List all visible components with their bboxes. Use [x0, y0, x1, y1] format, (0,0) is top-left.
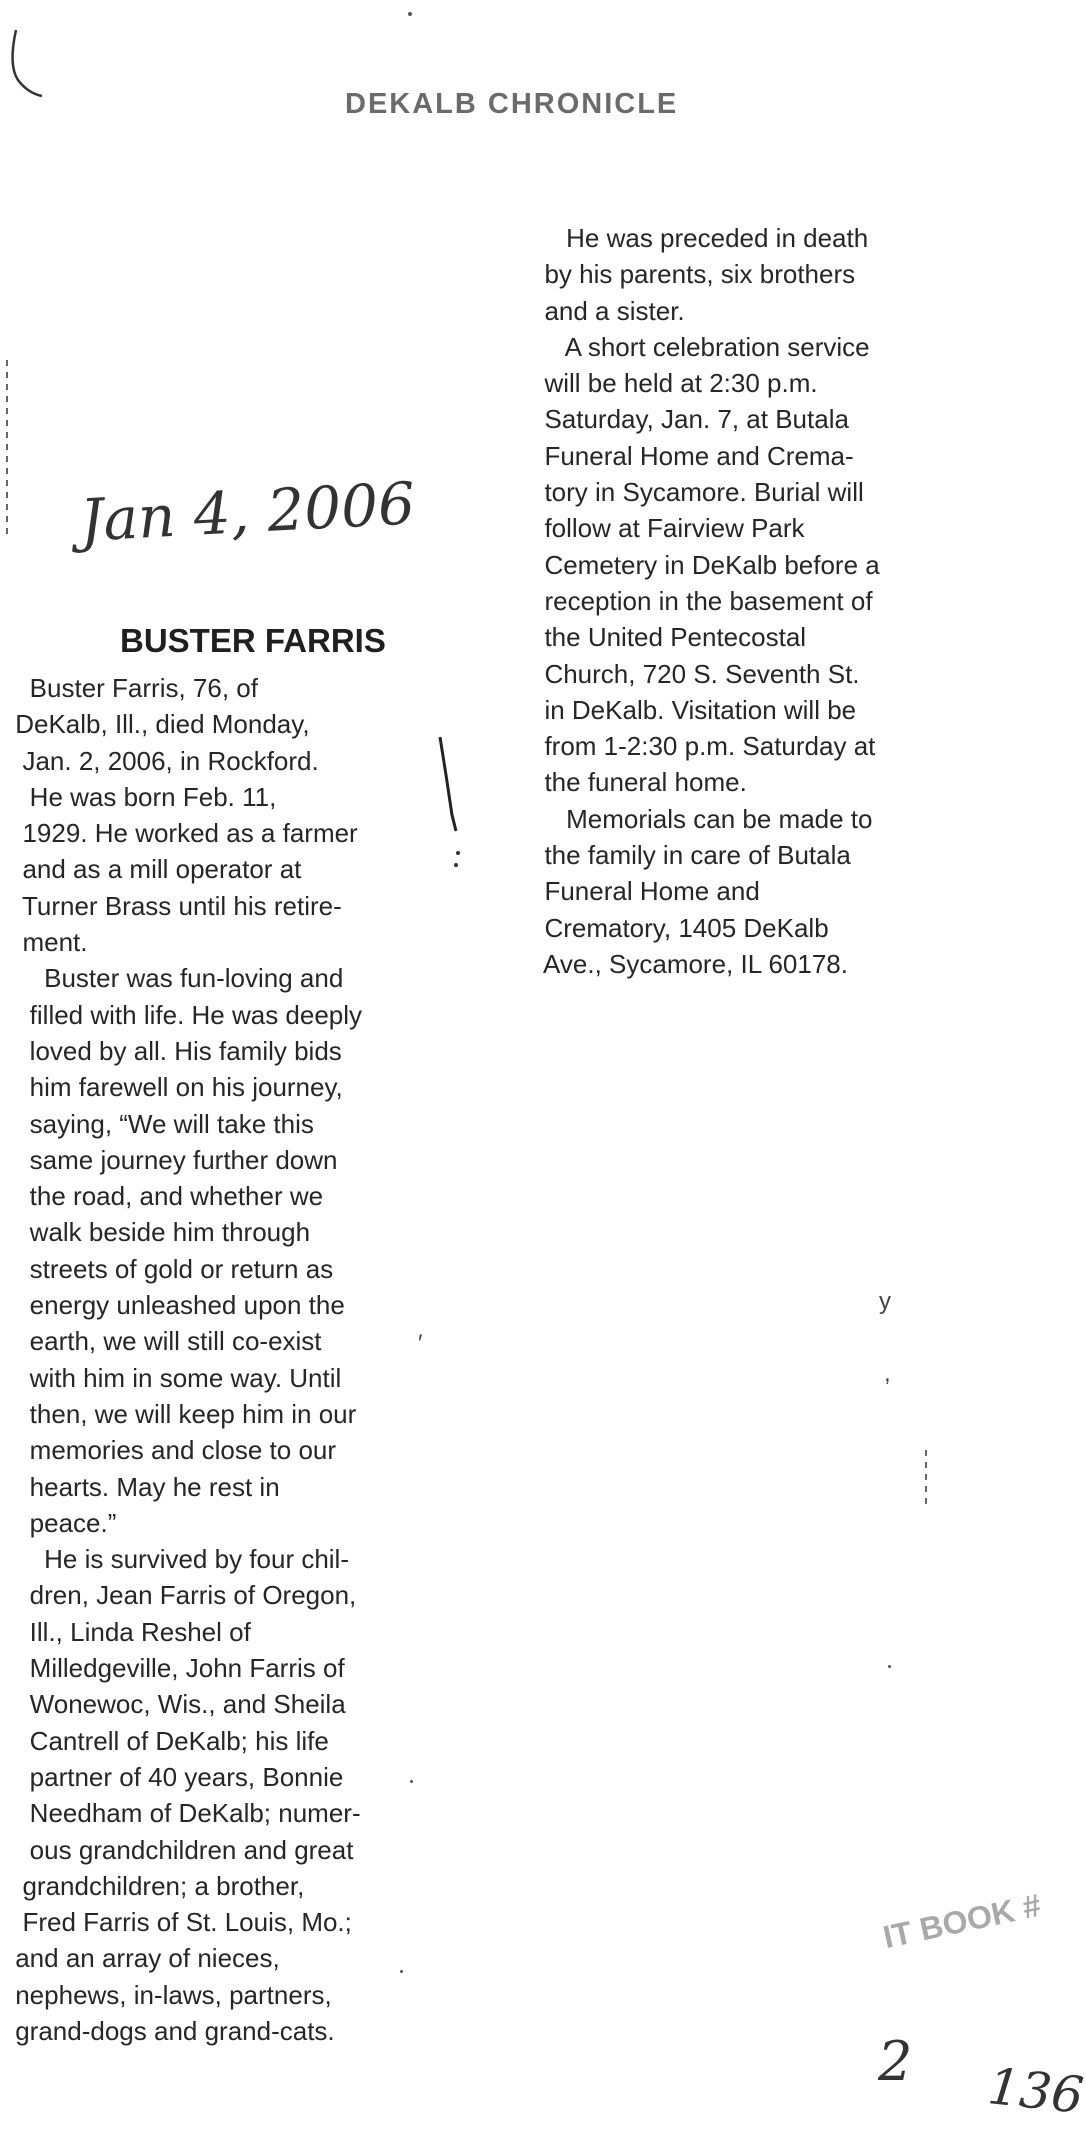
obituary-text-line: Church, 720 S. Seventh St. — [530, 658, 860, 689]
obituary-text-line: nephews, in-laws, partners, — [8, 1979, 332, 2010]
obituary-text-line: grand-dogs and grand-cats. — [8, 2015, 335, 2046]
obituary-left-column — [8, 670, 428, 2049]
handwritten-date: Jan 4, 2006 — [78, 469, 417, 555]
obituary-text-line: in DeKalb. Visitation will be — [530, 694, 857, 725]
obituary-text-line: Funeral Home and Crema- — [530, 440, 854, 471]
obituary-text-line: Memorials can be made to — [530, 803, 873, 834]
obituary-text-line: Jan. 2, 2006, in Rockford. — [8, 745, 319, 776]
obituary-text-line: earth, we will still co-exist — [8, 1326, 322, 1357]
obituary-text-line: ment. — [8, 927, 88, 958]
obituary-text-line: and an array of nieces, — [8, 1943, 280, 1974]
obituary-text-line: tory in Sycamore. Burial will — [530, 477, 864, 508]
obituary-text-line: loved by all. His family bids — [8, 1035, 342, 1066]
obituary-text-line: then, we will keep him in our — [8, 1398, 357, 1429]
obituary-text-line: Buster was fun-loving and — [8, 963, 344, 994]
obituary-text-line: saying, “We will take this — [8, 1108, 314, 1139]
obituary-text-line: same journey further down — [8, 1144, 338, 1175]
obituary-text-line: Ave., Sycamore, IL 60178. — [530, 948, 848, 979]
speck — [408, 12, 412, 16]
speck — [888, 1665, 891, 1668]
obituary-text-line: and a sister. — [530, 295, 685, 326]
obituary-text-line: follow at Fairview Park — [530, 513, 805, 544]
obituary-text-line: from 1-2:30 p.m. Saturday at — [530, 731, 876, 762]
obituary-heading: BUSTER FARRIS — [120, 622, 386, 659]
obituary-text-line: peace.” — [8, 1507, 117, 1538]
obituary-text-line: grandchildren; a brother, — [8, 1870, 305, 1901]
obituary-text-line: DeKalb, Ill., died Monday, — [8, 709, 310, 740]
obituary-text-line: He is survived by four chil- — [8, 1544, 349, 1575]
margin-dash-line — [925, 1450, 927, 1510]
left-margin-dash-line — [6, 360, 8, 540]
handwritten-page-number: 136 — [985, 2057, 1086, 2125]
obituary-text-line: filled with life. He was deeply — [8, 999, 363, 1030]
obituary-text-line: ous grandchildren and great — [8, 1834, 354, 1865]
obituary-text-line: Cantrell of DeKalb; his life — [8, 1725, 329, 1756]
obituary-text-line: Fred Farris of St. Louis, Mo.; — [8, 1907, 352, 1938]
archive-stamp: IT BOOK # — [880, 1886, 1045, 1956]
stray-letter: y — [879, 1288, 891, 1315]
pen-stroke-mark — [4, 28, 44, 98]
obituary-text-line: hearts. May he rest in — [8, 1471, 280, 1502]
speck — [400, 1970, 403, 1973]
obituary-text-line: Buster Farris, 76, of — [8, 673, 258, 703]
obituary-text-line: He was born Feb. 11, — [8, 781, 277, 812]
obituary-text-line: Saturday, Jan. 7, at Butala — [530, 404, 849, 435]
speck — [410, 1780, 413, 1783]
obituary-text-line: partner of 40 years, Bonnie — [8, 1761, 344, 1792]
obituary-text-line: Milledgeville, John Farris of — [8, 1653, 345, 1684]
obituary-text-line: walk beside him through — [8, 1217, 311, 1248]
stray-tick: ′ — [418, 1330, 423, 1357]
obituary-text-line: the United Pentecostal — [530, 622, 807, 653]
obituary-text-line: and as a mill operator at — [8, 854, 302, 885]
obituary-text-line: with him in some way. Until — [8, 1362, 342, 1393]
obituary-text-line: the family in care of Butala — [530, 840, 851, 871]
ink-mark — [436, 735, 466, 875]
obituary-text-line: Turner Brass until his retire- — [8, 890, 342, 921]
obituary-text-line: 1929. He worked as a farmer — [8, 818, 358, 849]
obituary-text-line: him farewell on his journey, — [8, 1072, 343, 1103]
obituary-text-line: Crematory, 1405 DeKalb — [530, 912, 829, 943]
obituary-text-line: Wonewoc, Wis., and Sheila — [8, 1689, 346, 1720]
obituary-text-line: by his parents, six brothers — [530, 259, 856, 290]
obituary-text-line: dren, Jean Farris of Oregon, — [8, 1580, 357, 1611]
obituary-text-line: the funeral home. — [530, 767, 747, 798]
obituary-text-line: Funeral Home and — [530, 876, 760, 907]
obituary-text-line: reception in the basement of — [530, 585, 873, 616]
obituary-right-column — [530, 220, 950, 982]
obituary-text-line: Cemetery in DeKalb before a — [530, 549, 880, 580]
obituary-text-line: the road, and whether we — [8, 1181, 324, 1212]
obituary-text-line: will be held at 2:30 p.m. — [530, 368, 818, 399]
obituary-text-line: streets of gold or return as — [8, 1253, 334, 1284]
obituary-text-line: Ill., Linda Reshel of — [8, 1616, 251, 1647]
newspaper-masthead: DEKALB CHRONICLE — [345, 88, 679, 120]
handwritten-number: 2 — [878, 2030, 913, 2093]
obituary-text-line: Needham of DeKalb; numer- — [8, 1798, 361, 1829]
obituary-text-line: memories and close to our — [8, 1435, 337, 1466]
obituary-text-line: He was preceded in death — [530, 223, 869, 253]
stray-comma: , — [884, 1360, 891, 1387]
obituary-text-line: energy unleashed upon the — [8, 1290, 345, 1321]
obituary-text-line: A short celebration service — [530, 331, 870, 362]
